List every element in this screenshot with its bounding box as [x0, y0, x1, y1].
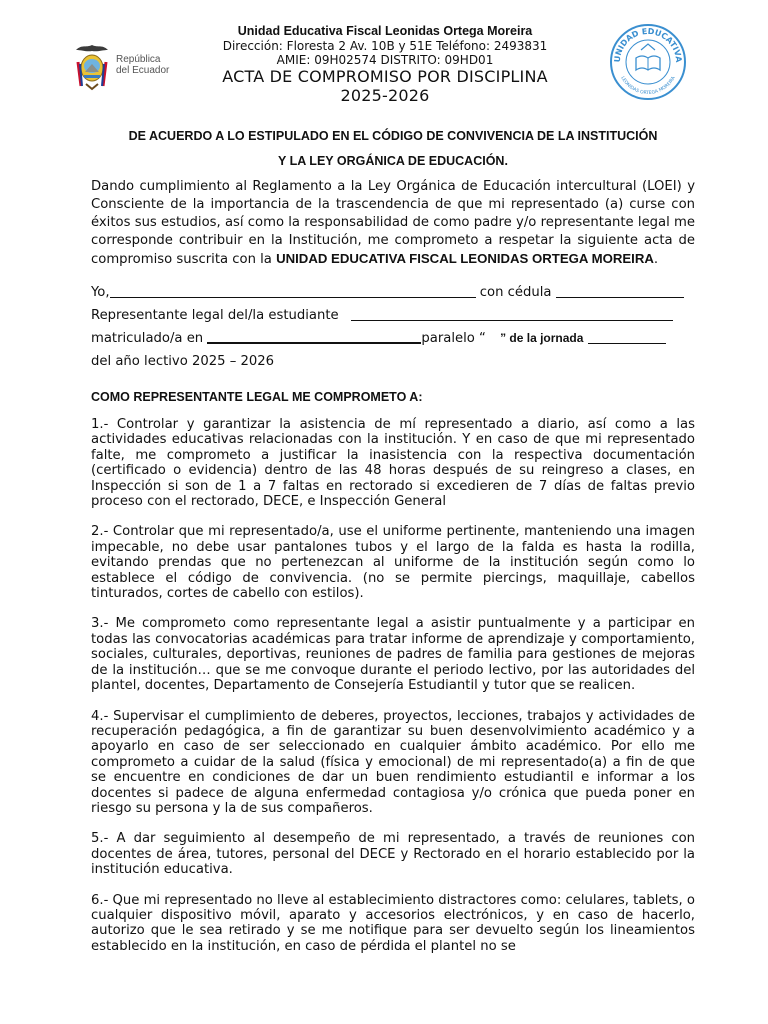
gov-logo-line1: República	[116, 54, 161, 65]
commitments-title: COMO REPRESENTANTE LEGAL ME COMPROMETO A:	[91, 390, 423, 404]
jornada-label: ” de la jornada	[500, 331, 584, 345]
government-logo	[72, 42, 182, 92]
yo-label: Yo,	[91, 285, 110, 300]
intro-paragraph	[91, 178, 695, 269]
document-title: ACTA DE COMPROMISO POR DISCIPLINA	[222, 67, 548, 86]
seal-text-bottom: LEONIDAS ORTEGA MOREIRA	[619, 75, 677, 97]
form-line-year: del año lectivo 2025 – 2026	[91, 354, 275, 369]
coat-of-arms-icon	[72, 42, 112, 92]
government-logo-text	[116, 54, 186, 76]
student-name-field[interactable]	[351, 306, 673, 321]
document-header	[0, 0, 768, 110]
form-line-enrollment	[91, 327, 695, 350]
school-name: Unidad Educativa Fiscal Leonidas Ortega Moreira	[237, 24, 533, 38]
course-field[interactable]	[207, 328, 421, 344]
commitment-item-4: 4.- Supervisar el cumplimiento de deberes, proyectos, lecciones, trabajos y actividades de recuperación pedagógica, a fin de garantizar su buen desenvolvimiento académico y a apoyarlo en caso de ser seleccionado en cualquier ámbito académico. Por ello me comprometo a cuidar de la salud (física y emocional) de mi representado(a) a fin de que se encuentre en condiciones de dar un buen rendimiento estudiantil e informar a los docentes si padece de alguna enfermedad contagiosa y/o crónica que pueda poner en riesgo su persona y la de sus compañeros.	[91, 708, 695, 816]
address-line: Dirección: Floresta 2 Av. 10B y 51E Teléfono: 2493831	[222, 39, 548, 53]
header-text-block	[180, 24, 590, 105]
codes-line: AMIE: 09H02574 DISTRITO: 09HD01	[276, 53, 494, 67]
form-line-student	[91, 304, 695, 327]
school-seal-icon	[608, 22, 688, 102]
school-year: 2025-2026	[340, 86, 430, 105]
paralelo-label: paralelo “	[421, 331, 486, 346]
paralelo-field[interactable]	[490, 330, 500, 344]
intro-school-name: UNIDAD EDUCATIVA FISCAL LEONIDAS ORTEGA MOREIRA	[276, 251, 654, 266]
form-line-name	[91, 281, 695, 304]
commitment-item-5: 5.- A dar seguimiento al desempeño de mi representado, a través de reuniones con docentes de área, tutores, personal del DECE y Rectorado en el horario establecido por la institución educativa.	[91, 831, 695, 878]
matriculado-label: matriculado/a en	[91, 331, 204, 346]
cedula-label: con cédula	[479, 285, 552, 300]
name-field[interactable]	[110, 283, 476, 298]
intro-body-end: .	[653, 252, 659, 267]
intro-heading-line2: Y LA LEY ORGÁNICA DE EDUCACIÓN.	[278, 154, 508, 168]
representante-label: Representante legal del/la estudiante	[91, 308, 339, 323]
seal-text-top: UNIDAD EDUCATIVA	[612, 26, 684, 63]
document-body	[91, 124, 695, 954]
jornada-field[interactable]	[588, 329, 666, 344]
intro-heading	[91, 124, 695, 174]
cedula-field[interactable]	[556, 283, 684, 298]
commitment-item-1: 1.- Controlar y garantizar la asistencia de mí representado a diario, así como a las actividades educativas relacionadas con la institución. Y en caso de que mi representado falte, me comprometo a justificar la inasistencia con la respectiva documentación (certificado o evidencia) dentro de las 48 horas después de su reingreso a clases, en Inspección si son de 1 a 7 faltas en rectorado si excedieren de 7 días de faltas previo proceso con el rectorado, DECE, e Inspección General	[91, 417, 695, 510]
commitment-item-6: 6.- Que mi representado no lleve al establecimiento distractores como: celulares, tablets, o cualquier dispositivo móvil, aparato y accesorios electrónicos, y en caso de hacerlo, autorizo que le sea retirado y se me notifique para ser devuelto según los lineamientos establecido en la institución, en caso de pérdida el plantel no se	[91, 892, 695, 954]
commitment-item-2: 2.- Controlar que mi representado/a, use el uniforme pertinente, manteniendo una imagen impecable, no debe usar pantalones tubos y el largo de la falda es hasta la rodilla, evitando prendas que no pertenezcan al uniforme de la institución según como lo establece el código de convivencia. (no se permite piercings, maquillaje, cabellos tinturados, cortes de cabello con estilos).	[91, 524, 695, 602]
gov-logo-line2: del Ecuador	[116, 65, 170, 76]
intro-body-text: Dando cumplimiento al Reglamento a la Ley Orgánica de Educación intercultural (LOEI) y Consciente de la importancia de la trascendencia de que mi representado (a) curse con éxitos sus estudios, así como la responsabilidad de como padre y/o representante legal me corresponde contribuir en la Institución, me comprometo a respetar la siguiente acta de compromiso suscrita con la	[91, 179, 695, 267]
commitment-item-3: 3.- Me comprometo como representante legal a asistir puntualmente y a participar en todas las convocatorias académicas para tratar informe de aprendizaje y comportamiento, sociales, culturales, deportivas, reuniones de padres de familia para gestiones de mejoras de la institución… que se me convoque durante el periodo lectivo, por las autoridades del plantel, docentes, Departamento de Consejería Estudiantil y tutor que se realicen.	[91, 616, 695, 694]
intro-heading-line1: DE ACUERDO A LO ESTIPULADO EN EL CÓDIGO DE CONVIVENCIA DE LA INSTITUCIÓN	[128, 129, 658, 143]
